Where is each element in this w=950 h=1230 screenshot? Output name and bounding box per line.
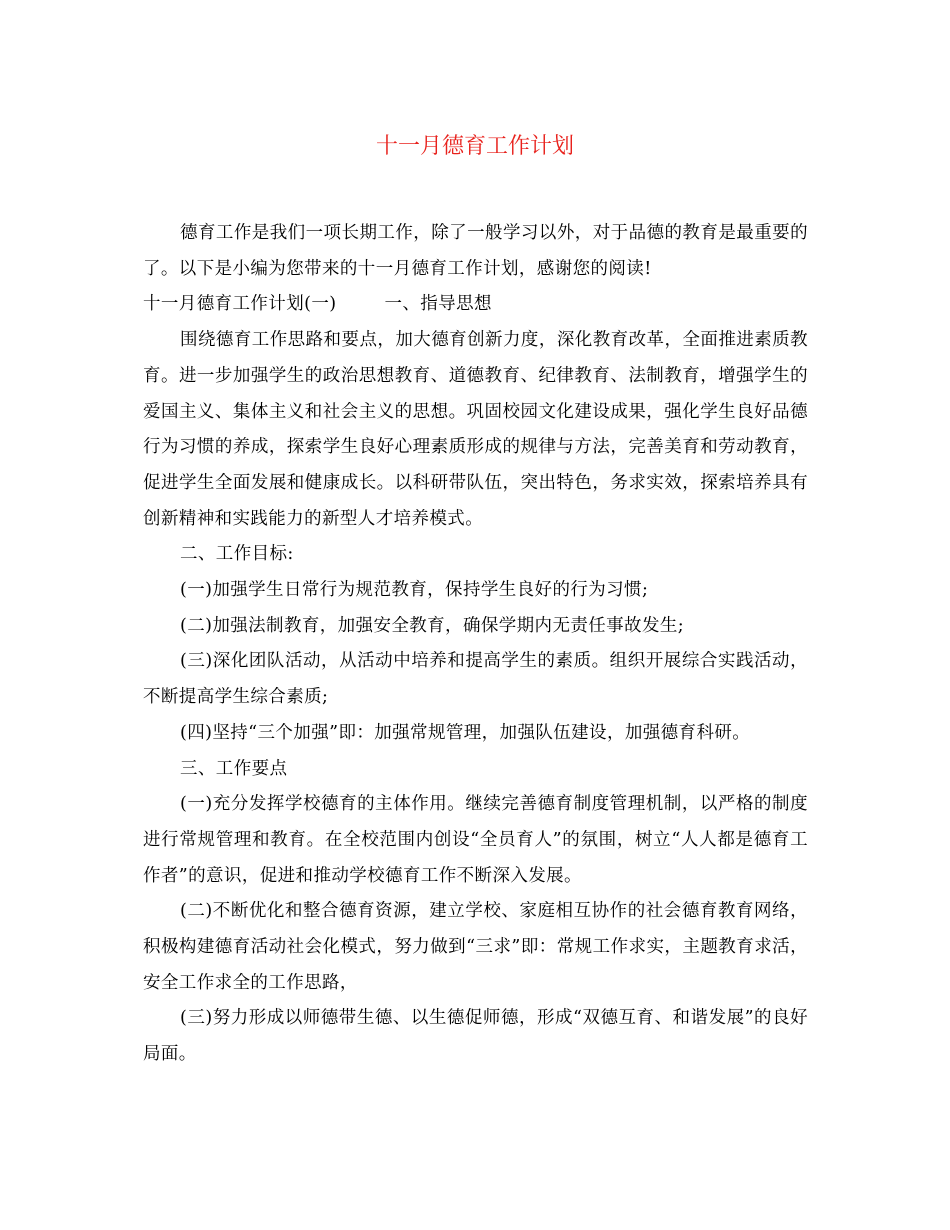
plan-heading-line	[143, 287, 808, 323]
point-item: (一)充分发挥学校德育的主体作用。继续完善德育制度管理机制，以严格的制度进行常规管理和教育。在全校范围内创设“全员育人”的氛围，树立“人人都是德育工作者”的意识，促进和推动学校德育工作不断深入发展。	[143, 794, 808, 886]
document-title: 十一月德育工作计划	[375, 134, 574, 159]
point-item: (三)努力形成以师德带生德、以生德促师德，形成“双德互育、和谐发展”的良好局面。	[143, 1008, 808, 1065]
intro-paragraph: 德育工作是我们一项长期工作，除了一般学习以外，对于品德的教育是最重要的了。以下是小编为您带来的十一月德育工作计划，感谢您的阅读!	[143, 223, 808, 279]
section3-heading: 三、工作要点	[180, 758, 288, 779]
goal-item: (二)加强法制教育，加强安全教育，确保学期内无责任事故发生;	[180, 615, 685, 636]
goal-item: (四)坚持“三个加强”即：加强常规管理，加强队伍建设，加强德育科研。	[180, 722, 751, 743]
section1-heading: 一、指导思想	[384, 294, 492, 315]
section2-heading: 二、工作目标:	[180, 544, 294, 565]
point-item: (二)不断优化和整合德育资源，建立学校、家庭相互协作的社会德育教育网络，积极构建德育活动社会化模式，努力做到“三求”即：常规工作求实，主题教育求活，安全工作求全的工作思路，	[143, 901, 808, 993]
document-body	[143, 216, 808, 1073]
plan-heading: 十一月德育工作计划(一)	[143, 294, 337, 315]
section1-paragraph: 围绕德育工作思路和要点，加大德育创新力度，深化教育改革，全面推进素质教育。进一步加强学生的政治思想教育、道德教育、纪律教育、法制教育，增强学生的爱国主义、集体主义和社会主义的思想。巩固校园文化建设成果，强化学生良好品德行为习惯的养成，探索学生良好心理素质形成的规律与方法，完善美育和劳动教育，促进学生全面发展和健康成长。以科研带队伍，突出特色，务求实效，探索培养具有创新精神和实践能力的新型人才培养模式。	[143, 330, 808, 529]
goal-item: (一)加强学生日常行为规范教育，保持学生良好的行为习惯;	[180, 580, 649, 601]
goal-item: (三)深化团队活动，从活动中培养和提高学生的素质。组织开展综合实践活动，不断提高学生综合素质;	[143, 651, 808, 708]
